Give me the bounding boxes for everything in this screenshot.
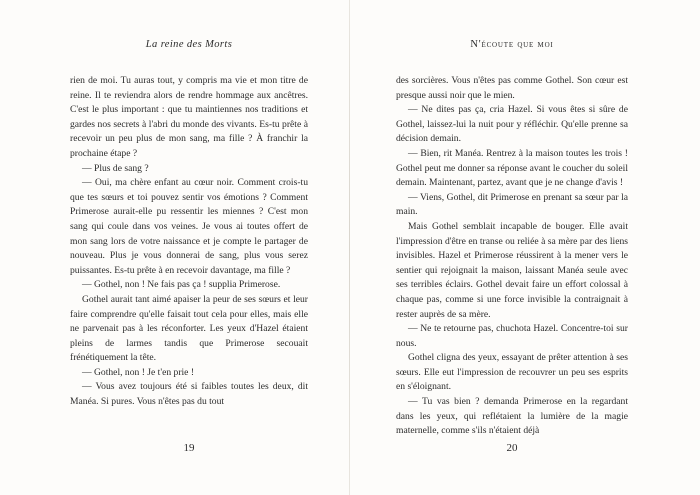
left-page-number: 19: [183, 442, 195, 454]
right-body-text: [396, 74, 628, 439]
left-running-head: La reine des Morts: [145, 39, 233, 50]
paragraph: — Vous avez toujours été si faibles toutes les deux, dit Manéa. Si pures. Vous n'êtes pas du tout: [70, 381, 308, 408]
paragraph: Gothel cligna des yeux, essayant de prêter attention à ses sœurs. Elle eut l'impression de recouvrer un peu ses esprits en s'éloignant.: [396, 352, 628, 393]
paragraph: — Plus de sang ?: [82, 162, 149, 174]
paragraph: — Oui, ma chère enfant au cœur noir. Comment crois-tu que tes sœurs et toi pouvez sentir vos émotions ? Comment Primerose aurait-elle pu ressentir les miennes ? C'est mon sang qui coule dans vos veines. Je vous ai toutes offert de mon sang lors de votre naissance et je compte le partager de nouveau. Plus je vous donnerai de sang, plus vous serez puissantes. Es-tu prête à en recevoir davantage, ma fille ?: [70, 177, 308, 276]
paragraph: — Ne dites pas ça, cria Hazel. Si vous êtes si sûre de Gothel, laissez-lui la nuit pour y réfléchir. Qu'elle prenne sa décision demain.: [396, 104, 628, 145]
left-body-text: [70, 74, 308, 410]
paragraph: — Ne te retourne pas, chuchota Hazel. Concentre-toi sur nous.: [396, 323, 628, 349]
right-page-number: 20: [506, 442, 518, 454]
paragraph: — Gothel, non ! Je t'en prie !: [82, 366, 195, 378]
paragraph: Gothel aurait tant aimé apaiser la peur de ses sœurs et leur faire comprendre qu'elle faisait tout cela pour elles, mais elle ne parvenait pas à les réconforter. Les yeux d'Hazel étaient pleins de larmes tandis que Primerose secouait frénétiquement la tête.: [70, 293, 308, 364]
right-page: [396, 0, 628, 495]
paragraph: — Viens, Gothel, dit Primerose en prenant sa sœur par la main.: [396, 191, 628, 218]
paragraph: rien de moi. Tu auras tout, y compris ma vie et mon titre de reine. Il te reviendra alors de rendre hommage aux ancêtres. C'est le plus important : que tu maintiennes nos traditions et gardes nos secrets à l'abri du monde des vivants. Es-tu prête à recevoir un peu plus de mon sang, ma fille ? À franchir la prochaine étape ?: [70, 75, 308, 159]
paragraph: — Tu vas bien ? demanda Primerose en la regardant dans les yeux, qui reflétaient la lumière de la magie maternelle, comme s'ils n'étaient déjà: [396, 396, 628, 437]
left-page: [70, 0, 308, 495]
paragraph: — Bien, rit Manéa. Rentrez à la maison toutes les trois ! Gothel peut me donner sa réponse avant le coucher du soleil demain. Maintenant, partez, avant que je ne change d'avis !: [396, 147, 628, 189]
paragraph: des sorcières. Vous n'êtes pas comme Gothel. Son cœur est presque aussi noir que le mien.: [396, 75, 628, 101]
book-gutter: [349, 0, 350, 495]
paragraph: Mais Gothel semblait incapable de bouger. Elle avait l'impression d'être en transe ou reliée à sa mère par des liens invisibles. Hazel et Primerose réussirent à la mener vers le sentier qui rejoignait la maison, laissant Manéa seule avec ses terribles éclairs. Gothel devait faire un effort colossal à chaque pas, comme si une force invisible la contraignait à rester auprès de sa mère.: [396, 220, 628, 320]
right-running-head: N'écoute que moi: [470, 39, 554, 50]
paragraph: — Gothel, non ! Ne fais pas ça ! supplia Primerose.: [82, 279, 281, 291]
